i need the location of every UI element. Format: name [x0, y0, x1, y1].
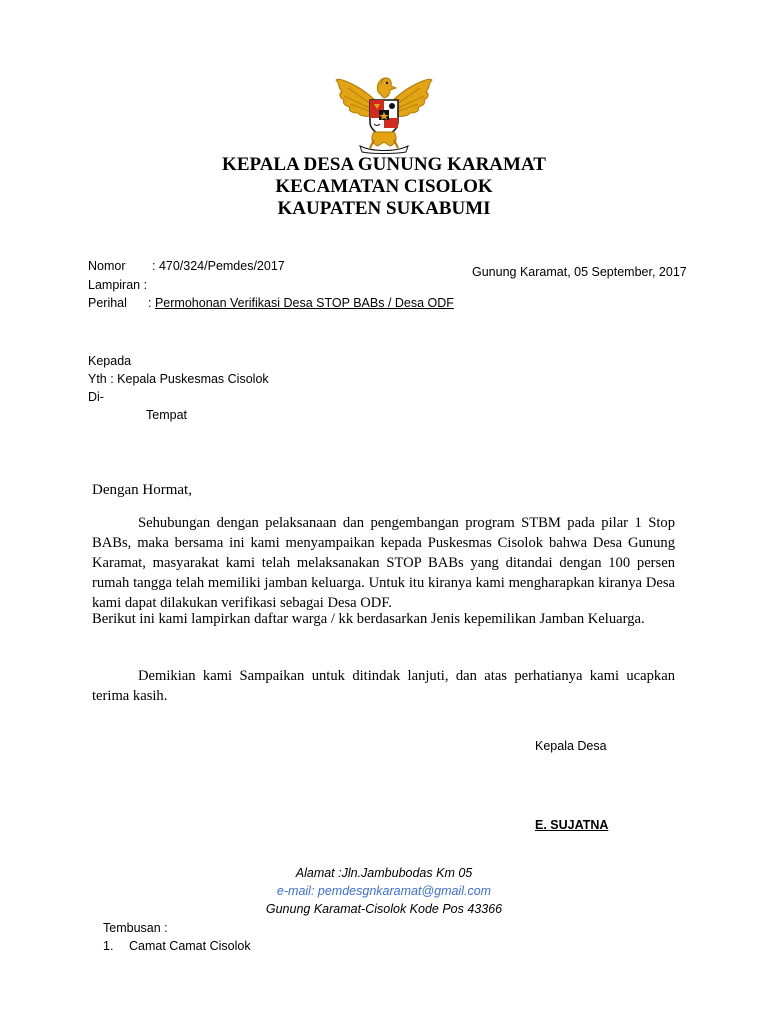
- footer-postal: Gunung Karamat-Cisolok Kode Pos 43366: [265, 902, 503, 916]
- signature-name: E. SUJATNA: [535, 818, 609, 832]
- signature-title: Kepala Desa: [535, 739, 607, 753]
- tail: [372, 132, 396, 146]
- letterhead-subdistrict: KECAMATAN CISOLOK: [275, 176, 493, 197]
- tembusan-item-text: Camat Camat Cisolok: [129, 939, 251, 953]
- nomor-value: : 470/324/Pemdes/2017: [152, 259, 285, 273]
- footer-email[interactable]: e-mail: pemdesgnkaramat@gmail.com: [276, 884, 492, 898]
- recipient-di: Di-: [88, 390, 104, 404]
- body-paragraph-1: Sehubungan dengan pelaksanaan dan pengembangan program STBM pada pilar 1 Stop BABs, maka bersama ini kami menyampaikan kepada Puskesmas Cisolok bahwa Desa Gunung Karamat, masyarakat kami telah melaksanakan STOP BABs yang ditandai dengan 100 persen rumah tangga telah memiliki jamban keluarga. Untuk itu kiranya kami mengharapkan kiranya Desa kami dapat dilakukan verifikasi sebagai Desa ODF.: [92, 515, 675, 611]
- perihal-label: Perihal: [88, 296, 127, 310]
- nomor-label: Nomor: [88, 259, 126, 273]
- tembusan-item: [103, 938, 251, 954]
- recipient-kepada: Kepada: [88, 354, 132, 368]
- greeting: Dengan Hormat,: [92, 482, 192, 498]
- perihal-row: [88, 295, 454, 311]
- letter-date: Gunung Karamat, 05 September, 2017: [472, 265, 687, 279]
- perihal-value: Permohonan Verifikasi Desa STOP BABs / Desa ODF: [154, 296, 454, 310]
- letterhead-title: KEPALA DESA GUNUNG KARAMAT: [222, 154, 546, 175]
- body-paragraph-2: Berikut ini kami lampirkan daftar warga / kk berdasarkan Jenis kepemilikan Jamban Keluarga.: [92, 611, 645, 627]
- lampiran-label: Lampiran :: [88, 278, 148, 292]
- letterhead-regency: KAUPATEN SUKABUMI: [277, 198, 491, 219]
- tembusan-label: Tembusan :: [103, 921, 168, 935]
- footer-address: Alamat :Jln.Jambubodas Km 05: [295, 866, 473, 880]
- tembusan-item-number: 1.: [103, 939, 114, 953]
- nomor-row: [88, 258, 285, 274]
- ribbon: [360, 146, 408, 154]
- perihal-colon: :: [148, 296, 152, 310]
- body-paragraph-3: Demikian kami Sampaikan untuk ditindak lanjuti, dan atas perhatianya kami ucapkan terima kasih.: [92, 668, 675, 704]
- head: [377, 78, 396, 98]
- recipient-yth: Yth : Kepala Puskesmas Cisolok: [88, 372, 269, 386]
- recipient-tempat: Tempat: [146, 408, 187, 422]
- garuda-pancasila-emblem-icon: [334, 70, 434, 154]
